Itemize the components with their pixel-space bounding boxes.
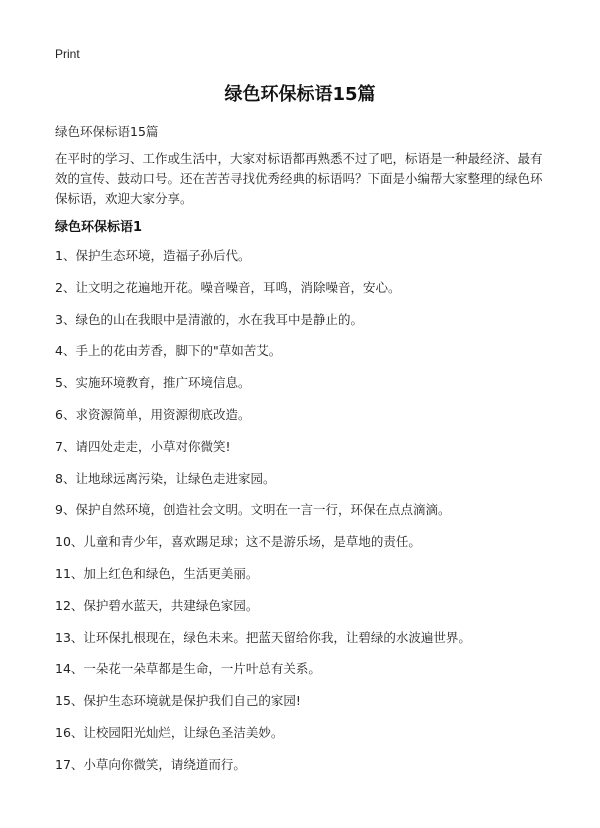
slogan-item: 8、让地球远离污染，让绿色走进家园。 bbox=[55, 470, 276, 486]
section-heading: 绿色环保标语1 bbox=[55, 220, 143, 235]
slogan-item: 6、求资源简单，用资源彻底改造。 bbox=[55, 406, 251, 422]
slogan-item: 3、绿色的山在我眼中是清澈的，水在我耳中是静止的。 bbox=[55, 311, 363, 327]
slogan-item: 7、请四处走走，小草对你微笑! bbox=[55, 438, 231, 454]
slogan-item: 11、加上红色和绿色，生活更美丽。 bbox=[55, 565, 259, 581]
slogan-item: 13、让环保扎根现在，绿色未来。把蓝天留给你我，让碧绿的水波遍世界。 bbox=[55, 629, 471, 645]
intro-paragraph: 在平时的学习、工作或生活中，大家对标语都再熟悉不过了吧，标语是一种最经济、最有效的宣传、鼓动口号。还在苦苦寻找优秀经典的标语吗？下面是小编帮大家整理的绿色环保标语，欢迎大家分享。 bbox=[55, 151, 543, 206]
slogan-item: 10、儿童和青少年，喜欢踢足球；这不是游乐场，是草地的责任。 bbox=[55, 534, 421, 550]
document-title: 绿色环保标语15篇 bbox=[224, 84, 376, 105]
document-subtitle: 绿色环保标语15篇 bbox=[55, 124, 159, 139]
slogan-item: 5、实施环境教育，推广环境信息。 bbox=[55, 375, 251, 391]
slogan-item: 14、一朵花一朵草都是生命，一片叶总有关系。 bbox=[55, 661, 321, 677]
slogan-item: 17、小草向你微笑，请绕道而行。 bbox=[55, 756, 246, 772]
slogan-item: 12、保护碧水蓝天，共建绿色家园。 bbox=[55, 597, 259, 613]
slogan-item: 1、保护生态环境，造福子孙后代。 bbox=[55, 248, 251, 263]
print-label[interactable]: Print bbox=[55, 47, 80, 61]
slogan-list bbox=[55, 247, 471, 788]
slogan-item: 2、让文明之花遍地开花。噪音噪音，耳鸣，消除噪音，安心。 bbox=[55, 279, 401, 295]
slogan-item: 16、让校园阳光灿烂，让绿色圣洁美妙。 bbox=[55, 724, 284, 740]
slogan-item: 9、保护自然环境，创造社会文明。文明在一言一行，环保在点点滴滴。 bbox=[55, 502, 451, 518]
slogan-item: 15、保护生态环境就是保护我们自己的家园! bbox=[55, 693, 301, 709]
slogan-item: 4、手上的花由芳香，脚下的"草如苦艾。 bbox=[55, 343, 282, 359]
